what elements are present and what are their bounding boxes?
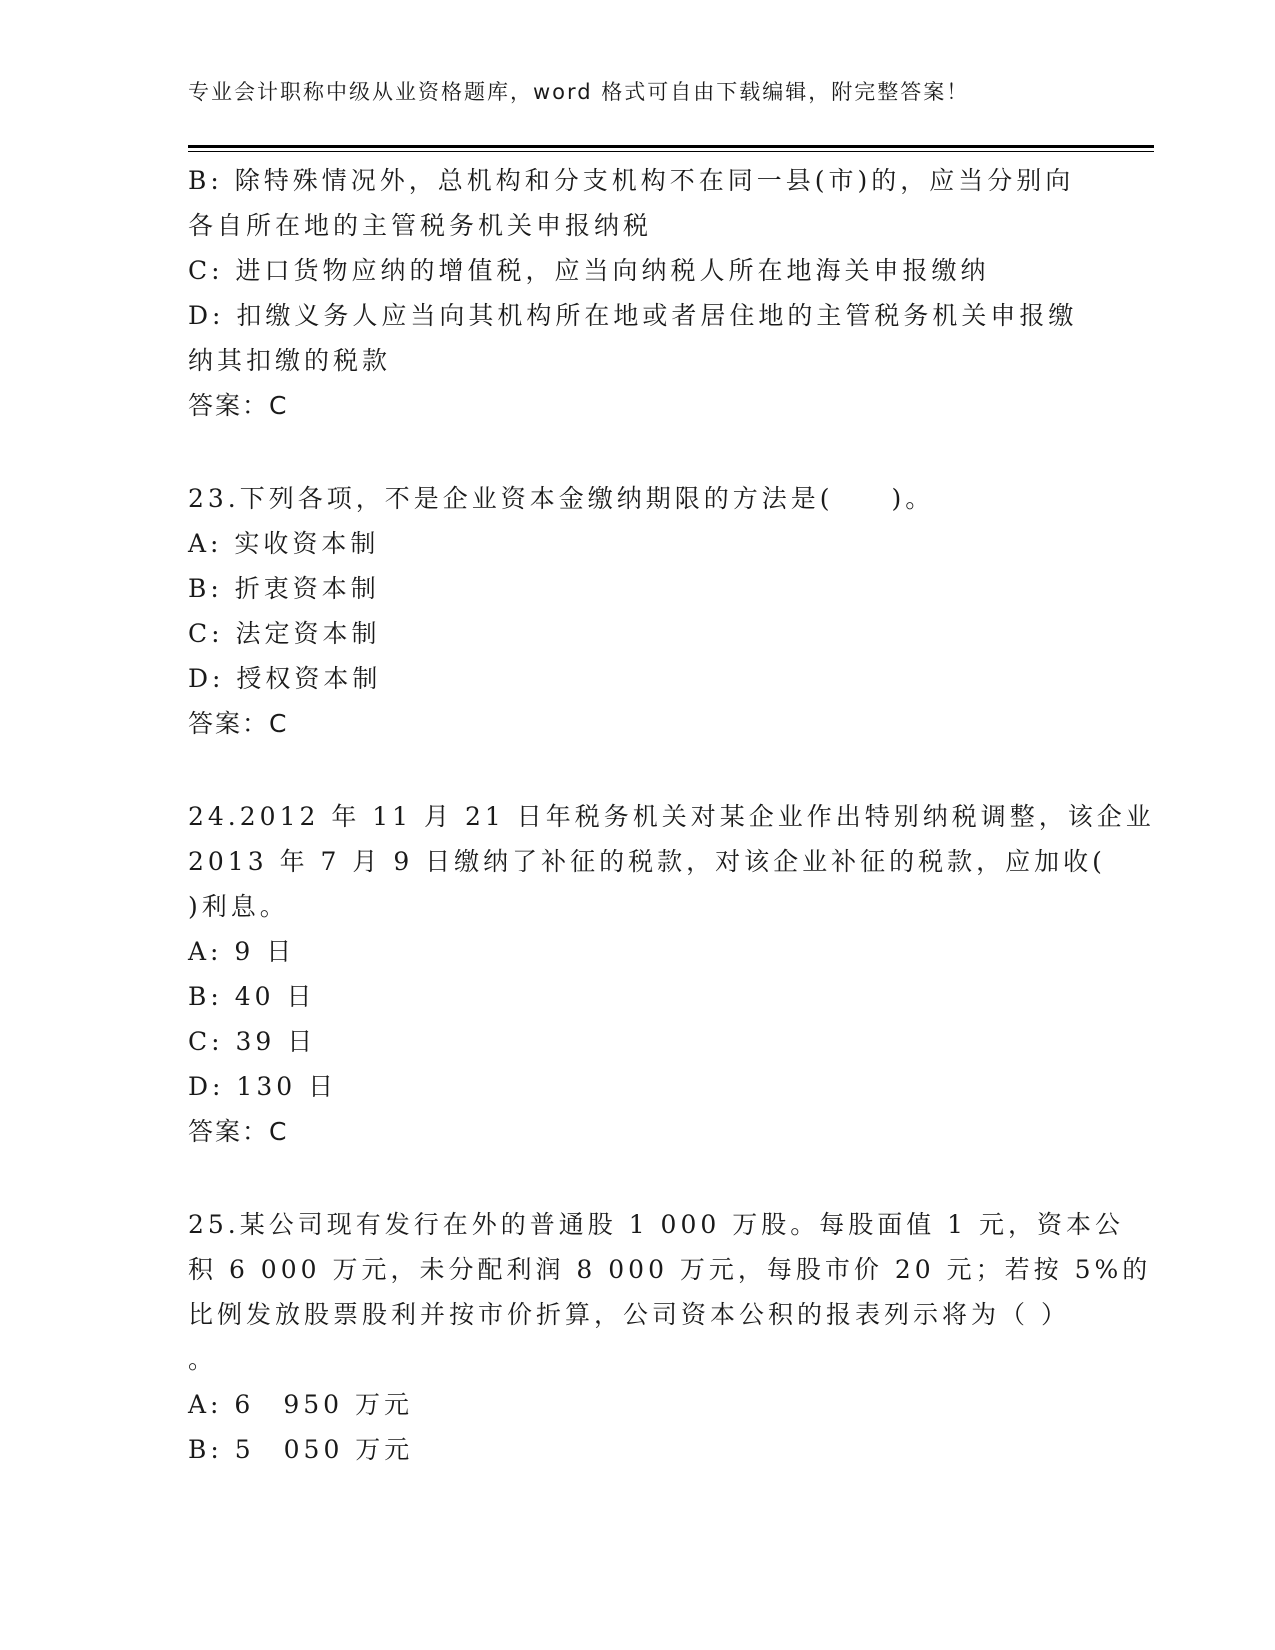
q23-question: 23.下列各项，不是企业资本金缴纳期限的方法是( )。	[188, 484, 935, 513]
q22-option-b-line1: B: 除特殊情况外，总机构和分支机构不在同一县(市)的，应当分别向	[188, 166, 1075, 195]
q24-question-line1: 24.2012 年 11 月 21 日年税务机关对某企业作出特别纳税调整，该企业	[188, 802, 1155, 831]
q22-answer: 答案：C	[188, 391, 289, 420]
q22-option-d-line2: 纳其扣缴的税款	[188, 346, 392, 375]
q25-option-a: A: 6 950 万元	[188, 1390, 413, 1419]
q24-option-c: C: 39 日	[188, 1027, 317, 1056]
header-rule-thin	[188, 151, 1154, 152]
q22-option-c: C: 进口货物应纳的增值税，应当向纳税人所在地海关申报缴纳	[188, 256, 990, 285]
document-body	[188, 158, 1155, 1472]
q24-option-d: D: 130 日	[188, 1072, 338, 1101]
q23-answer: 答案：C	[188, 709, 289, 738]
header-rule-thick	[188, 145, 1154, 148]
q23-option-d: D: 授权资本制	[188, 664, 382, 693]
q23-option-c: C: 法定资本制	[188, 619, 381, 648]
q22-option-b-line2: 各自所在地的主管税务机关申报纳税	[188, 211, 653, 240]
q23-option-b: B: 折衷资本制	[188, 574, 380, 603]
q25-question-line4: 。	[188, 1345, 218, 1374]
q24-answer: 答案：C	[188, 1117, 289, 1146]
q24-question-line3: )利息。	[188, 892, 289, 921]
q22-option-d-line1: D: 扣缴义务人应当向其机构所在地或者居住地的主管税务机关申报缴	[188, 301, 1078, 330]
page-header: 专业会计职称中级从业资格题库，word 格式可自由下载编辑，附完整答案！	[188, 80, 970, 104]
q25-question-line1: 25.某公司现有发行在外的普通股 1 000 万股。每股面值 1 元，资本公	[188, 1210, 1125, 1239]
q25-question-line3: 比例发放股票股利并按市价折算，公司资本公积的报表列示将为（ ）	[188, 1300, 1070, 1329]
q23-option-a: A: 实收资本制	[188, 529, 380, 558]
q24-question-line2: 2013 年 7 月 9 日缴纳了补征的税款，对该企业补征的税款，应加收(	[188, 847, 1106, 876]
q25-question-line2: 积 6 000 万元，未分配利润 8 000 万元，每股市价 20 元；若按 5%的	[188, 1255, 1152, 1284]
q24-option-a: A: 9 日	[188, 937, 296, 966]
q24-option-b: B: 40 日	[188, 982, 316, 1011]
q25-option-b: B: 5 050 万元	[188, 1435, 414, 1464]
